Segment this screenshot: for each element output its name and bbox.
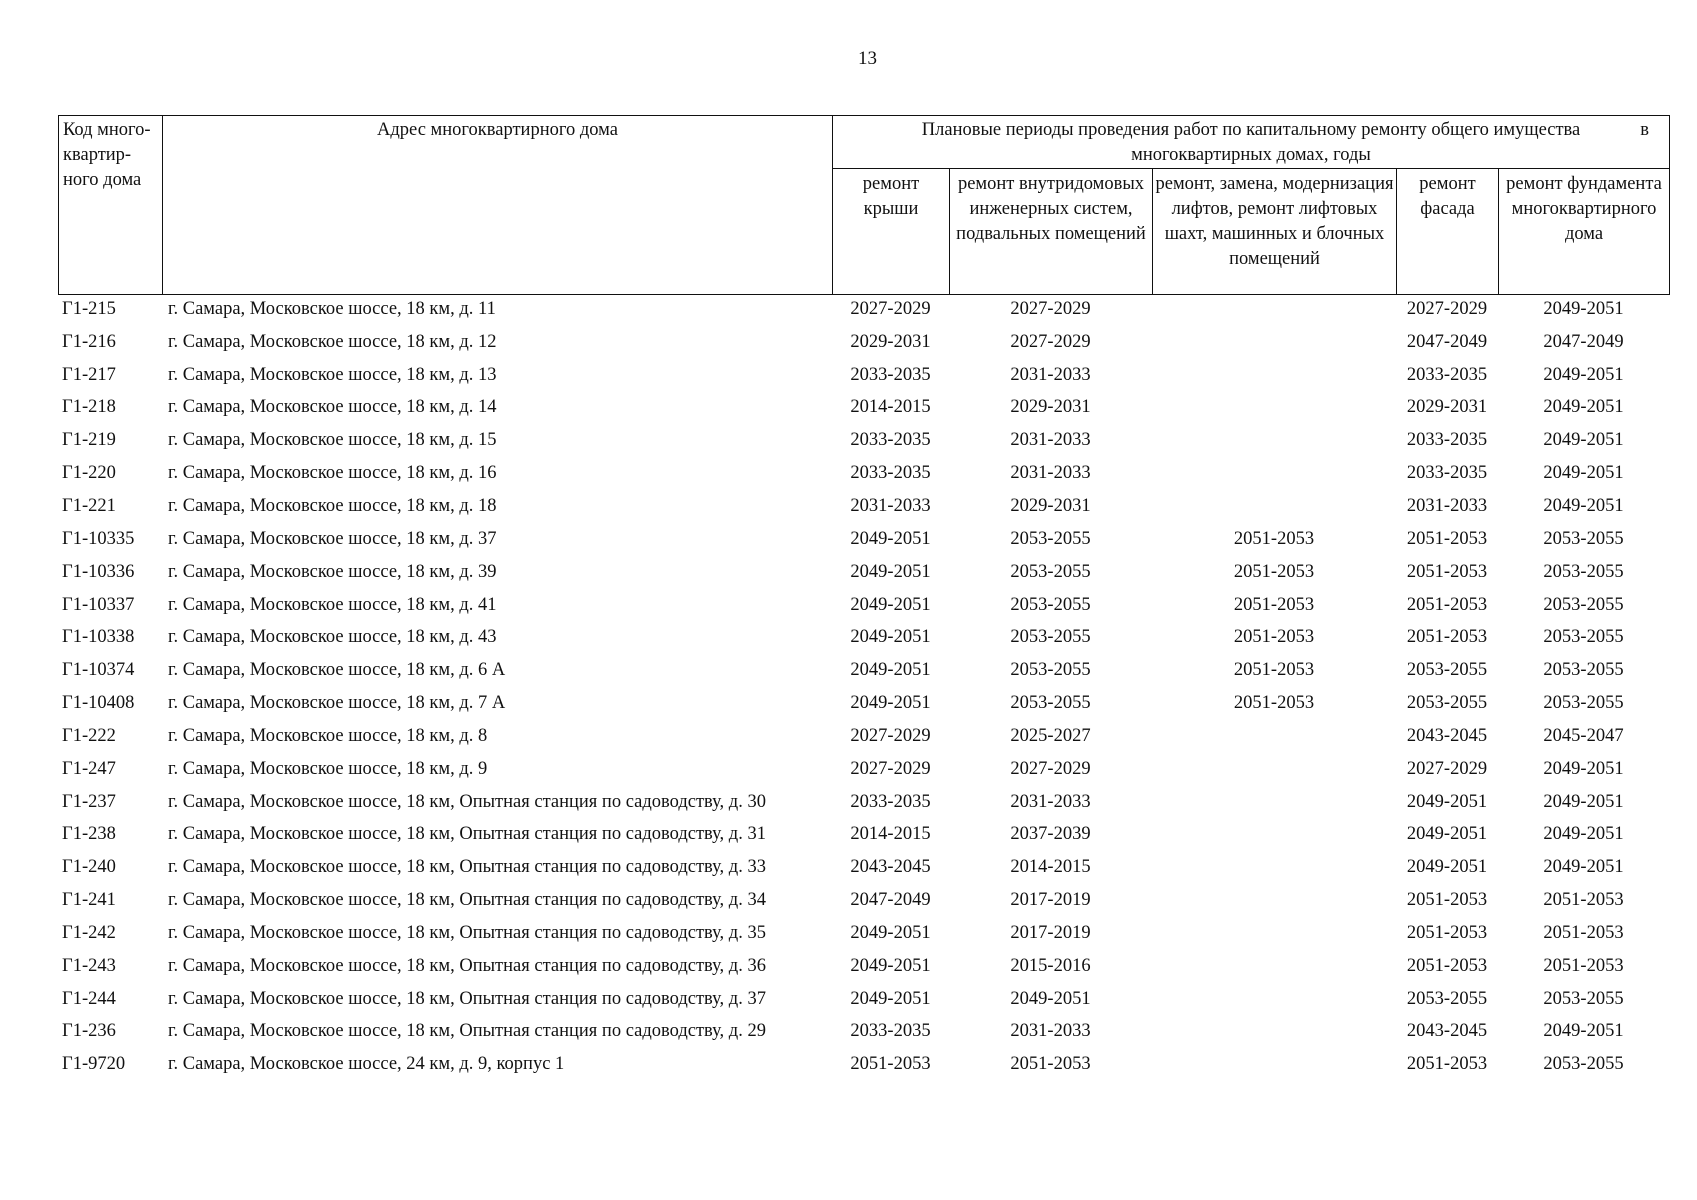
cell-foundation: 2053-2055: [1543, 561, 1624, 582]
cell-code: Г1-219: [62, 430, 116, 451]
cell-lifts: 2051-2053: [1233, 528, 1315, 549]
cell-lifts: [1152, 424, 1396, 457]
cell-facade: 2033-2035: [1406, 463, 1488, 484]
cell-address: г. Самара, Московское шоссе, 18 км, Опытная станция по садоводству, д. 29: [168, 1021, 766, 1042]
cell-code: Г1-10338: [62, 627, 135, 648]
cell-engineering: 2049-2051: [1010, 988, 1091, 1009]
cell-roof: 2033-2035: [850, 1021, 931, 1042]
cell-address: г. Самара, Московское шоссе, 18 км, Опытная станция по садоводству, д. 36: [168, 955, 766, 976]
cell-foundation: 2053-2055: [1543, 693, 1624, 714]
header-engineering: ремонт внутридомовых инженерных систем, подвальных помещений: [950, 169, 1153, 295]
cell-foundation: 2051-2053: [1543, 955, 1624, 976]
cell-code: Г1-222: [62, 725, 116, 746]
cell-facade: 2051-2053: [1406, 594, 1488, 615]
cell-foundation: 2047-2049: [1543, 331, 1624, 352]
cell-code: Г1-221: [62, 495, 116, 516]
cell-engineering: 2051-2053: [1010, 1054, 1091, 1075]
table-row: [58, 884, 1669, 917]
cell-address: г. Самара, Московское шоссе, 18 км, д. 11: [168, 298, 496, 319]
cell-engineering: 2029-2031: [1010, 397, 1091, 418]
cell-roof: 2051-2053: [850, 1054, 931, 1075]
cell-facade: 2051-2053: [1406, 922, 1488, 943]
cell-code: Г1-240: [62, 857, 116, 878]
cell-roof: 2031-2033: [850, 495, 931, 516]
cell-facade: 2051-2053: [1406, 890, 1488, 911]
cell-roof: 2033-2035: [850, 791, 931, 812]
cell-foundation: 2053-2055: [1543, 988, 1624, 1009]
cell-code: Г1-237: [62, 791, 116, 812]
cell-address: г. Самара, Московское шоссе, 18 км, д. 9: [168, 758, 488, 779]
cell-code: Г1-10408: [62, 693, 135, 714]
cell-foundation: 2049-2051: [1543, 857, 1624, 878]
cell-lifts: 2051-2053: [1233, 594, 1315, 615]
cell-address: г. Самара, Московское шоссе, 24 км, д. 9, корпус 1: [168, 1054, 565, 1075]
table-row: [58, 556, 1669, 589]
cell-facade: 2033-2035: [1406, 430, 1488, 451]
cell-roof: 2029-2031: [850, 331, 931, 352]
cell-address: г. Самара, Московское шоссе, 18 км, Опытная станция по садоводству, д. 31: [168, 824, 766, 845]
cell-code: Г1-215: [62, 298, 116, 319]
cell-engineering: 2025-2027: [1010, 725, 1091, 746]
cell-facade: 2053-2055: [1406, 693, 1488, 714]
cell-engineering: 2031-2033: [1010, 1021, 1091, 1042]
cell-facade: 2051-2053: [1406, 955, 1488, 976]
cell-address: г. Самара, Московское шоссе, 18 км, д. 14: [168, 397, 497, 418]
cell-code: Г1-241: [62, 890, 116, 911]
cell-foundation: 2049-2051: [1543, 397, 1624, 418]
cell-address: г. Самара, Московское шоссе, 18 км, д. 12: [168, 331, 497, 352]
header-facade: ремонт фасада: [1397, 169, 1499, 295]
cell-lifts: [1152, 1016, 1396, 1049]
data-table: [58, 293, 1669, 1081]
cell-facade: 2043-2045: [1406, 725, 1488, 746]
cell-facade: 2049-2051: [1406, 791, 1488, 812]
cell-lifts: [1152, 786, 1396, 819]
cell-address: г. Самара, Московское шоссе, 18 км, д. 39: [168, 561, 497, 582]
cell-lifts: [1152, 1048, 1396, 1081]
cell-foundation: 2045-2047: [1543, 725, 1624, 746]
cell-lifts: 2051-2053: [1233, 627, 1315, 648]
cell-lifts: [1152, 884, 1396, 917]
cell-lifts: [1152, 457, 1396, 490]
cell-code: Г1-220: [62, 463, 116, 484]
table-row: [58, 819, 1669, 852]
cell-engineering: 2017-2019: [1010, 890, 1091, 911]
header-address: Адрес многоквартирного дома: [163, 116, 833, 295]
table-row: [58, 523, 1669, 556]
cell-engineering: 2031-2033: [1010, 430, 1091, 451]
cell-code: Г1-10374: [62, 660, 135, 681]
cell-roof: 2033-2035: [850, 463, 931, 484]
cell-lifts: [1152, 950, 1396, 983]
cell-roof: 2014-2015: [850, 397, 931, 418]
cell-engineering: 2053-2055: [1010, 594, 1091, 615]
table-row: [58, 1048, 1669, 1081]
cell-engineering: 2053-2055: [1010, 561, 1091, 582]
cell-lifts: [1152, 819, 1396, 852]
cell-code: Г1-218: [62, 397, 116, 418]
cell-lifts: 2051-2053: [1233, 660, 1315, 681]
table-body: [58, 293, 1669, 1081]
cell-lifts: [1152, 917, 1396, 950]
cell-address: г. Самара, Московское шоссе, 18 км, д. 43: [168, 627, 497, 648]
cell-foundation: 2053-2055: [1543, 528, 1624, 549]
table-row: [58, 392, 1669, 425]
cell-lifts: [1152, 983, 1396, 1016]
cell-lifts: [1152, 851, 1396, 884]
cell-facade: 2031-2033: [1406, 495, 1488, 516]
cell-engineering: 2031-2033: [1010, 463, 1091, 484]
cell-engineering: 2027-2029: [1010, 758, 1091, 779]
cell-lifts: 2051-2053: [1233, 561, 1315, 582]
cell-roof: 2014-2015: [850, 824, 931, 845]
cell-facade: 2051-2053: [1406, 627, 1488, 648]
cell-foundation: 2049-2051: [1543, 758, 1624, 779]
header-foundation: ремонт фундамента многоквартирного дома: [1499, 169, 1670, 295]
cell-address: г. Самара, Московское шоссе, 18 км, Опытная станция по садоводству, д. 34: [168, 890, 766, 911]
cell-foundation: 2051-2053: [1543, 922, 1624, 943]
table-row: [58, 720, 1669, 753]
cell-address: г. Самара, Московское шоссе, 18 км, д. 18: [168, 495, 497, 516]
cell-code: Г1-244: [62, 988, 116, 1009]
cell-engineering: 2037-2039: [1010, 824, 1091, 845]
cell-address: г. Самара, Московское шоссе, 18 км, Опытная станция по садоводству, д. 30: [168, 791, 766, 812]
cell-engineering: 2027-2029: [1010, 331, 1091, 352]
cell-code: Г1-10337: [62, 594, 135, 615]
cell-address: г. Самара, Московское шоссе, 18 км, д. 8: [168, 725, 488, 746]
cell-foundation: 2049-2051: [1543, 430, 1624, 451]
header-code: Код много-квартир-ного дома: [59, 116, 163, 295]
cell-engineering: 2053-2055: [1010, 693, 1091, 714]
header-lifts: ремонт, замена, модернизация лифтов, ремонт лифтовых шахт, машинных и блочных помещений: [1153, 169, 1397, 295]
cell-foundation: 2049-2051: [1543, 791, 1624, 812]
cell-engineering: 2029-2031: [1010, 495, 1091, 516]
cell-foundation: 2053-2055: [1543, 627, 1624, 648]
table-row: [58, 490, 1669, 523]
cell-foundation: 2049-2051: [1543, 495, 1624, 516]
cell-roof: 2027-2029: [850, 725, 931, 746]
cell-facade: 2049-2051: [1406, 824, 1488, 845]
cell-facade: 2051-2053: [1406, 528, 1488, 549]
table-row: [58, 621, 1669, 654]
header-plan-periods: [833, 116, 1670, 169]
cell-code: Г1-217: [62, 364, 116, 385]
table-row: [58, 1016, 1669, 1049]
cell-code: Г1-236: [62, 1021, 116, 1042]
cell-code: Г1-216: [62, 331, 116, 352]
cell-facade: 2053-2055: [1406, 988, 1488, 1009]
cell-roof: 2043-2045: [850, 857, 931, 878]
cell-address: г. Самара, Московское шоссе, 18 км, д. 13: [168, 364, 497, 385]
cell-code: Г1-247: [62, 758, 116, 779]
cell-engineering: 2015-2016: [1010, 955, 1091, 976]
cell-facade: 2051-2053: [1406, 1054, 1488, 1075]
cell-address: г. Самара, Московское шоссе, 18 км, д. 16: [168, 463, 497, 484]
cell-foundation: 2053-2055: [1543, 594, 1624, 615]
cell-foundation: 2049-2051: [1543, 298, 1624, 319]
table-row: [58, 589, 1669, 622]
cell-address: г. Самара, Московское шоссе, 18 км, д. 6 А: [168, 660, 506, 681]
cell-code: Г1-9720: [62, 1054, 126, 1075]
cell-engineering: 2053-2055: [1010, 627, 1091, 648]
table-row: [58, 950, 1669, 983]
cell-roof: 2033-2035: [850, 364, 931, 385]
cell-lifts: [1152, 490, 1396, 523]
table-row: [58, 424, 1669, 457]
cell-address: г. Самара, Московское шоссе, 18 км, д. 37: [168, 528, 497, 549]
cell-code: Г1-243: [62, 955, 116, 976]
cell-address: г. Самара, Московское шоссе, 18 км, д. 15: [168, 430, 497, 451]
cell-code: Г1-10335: [62, 528, 135, 549]
cell-foundation: 2049-2051: [1543, 824, 1624, 845]
cell-roof: 2049-2051: [850, 528, 931, 549]
cell-engineering: 2031-2033: [1010, 364, 1091, 385]
cell-address: г. Самара, Московское шоссе, 18 км, Опытная станция по садоводству, д. 35: [168, 922, 766, 943]
cell-address: г. Самара, Московское шоссе, 18 км, д. 7 А: [168, 693, 506, 714]
cell-lifts: [1152, 720, 1396, 753]
cell-code: Г1-10336: [62, 561, 135, 582]
table-row: [58, 359, 1669, 392]
table-row: [58, 687, 1669, 720]
cell-roof: 2049-2051: [850, 922, 931, 943]
cell-foundation: 2049-2051: [1543, 1021, 1624, 1042]
cell-facade: 2027-2029: [1406, 758, 1488, 779]
cell-facade: 2029-2031: [1406, 397, 1488, 418]
cell-facade: 2049-2051: [1406, 857, 1488, 878]
cell-lifts: [1152, 359, 1396, 392]
cell-facade: 2053-2055: [1406, 660, 1488, 681]
cell-foundation: 2053-2055: [1543, 1054, 1624, 1075]
cell-lifts: [1152, 753, 1396, 786]
table-row: [58, 917, 1669, 950]
cell-lifts: [1152, 326, 1396, 359]
cell-facade: 2051-2053: [1406, 561, 1488, 582]
cell-engineering: 2017-2019: [1010, 922, 1091, 943]
cell-code: Г1-242: [62, 922, 116, 943]
header-roof: ремонт крыши: [833, 169, 950, 295]
cell-facade: 2047-2049: [1406, 331, 1488, 352]
cell-address: г. Самара, Московское шоссе, 18 км, Опытная станция по садоводству, д. 37: [168, 988, 766, 1009]
cell-foundation: 2053-2055: [1543, 660, 1624, 681]
cell-facade: 2033-2035: [1406, 364, 1488, 385]
cell-code: Г1-238: [62, 824, 116, 845]
cell-engineering: 2027-2029: [1010, 298, 1091, 319]
table-row: [58, 457, 1669, 490]
table-row: [58, 851, 1669, 884]
cell-lifts: [1152, 392, 1396, 425]
cell-roof: 2049-2051: [850, 561, 931, 582]
table-row: [58, 753, 1669, 786]
cell-roof: 2049-2051: [850, 955, 931, 976]
cell-facade: 2027-2029: [1406, 298, 1488, 319]
cell-foundation: 2049-2051: [1543, 463, 1624, 484]
cell-roof: 2049-2051: [850, 988, 931, 1009]
cell-roof: 2049-2051: [850, 627, 931, 648]
cell-address: г. Самара, Московское шоссе, 18 км, д. 41: [168, 594, 497, 615]
cell-address: г. Самара, Московское шоссе, 18 км, Опытная станция по садоводству, д. 33: [168, 857, 766, 878]
cell-engineering: 2053-2055: [1010, 528, 1091, 549]
cell-lifts: 2051-2053: [1233, 693, 1315, 714]
table-row: [58, 786, 1669, 819]
cell-lifts: [1152, 293, 1396, 326]
table-row: [58, 293, 1669, 326]
cell-roof: 2027-2029: [850, 758, 931, 779]
cell-roof: 2033-2035: [850, 430, 931, 451]
cell-roof: 2049-2051: [850, 693, 931, 714]
cell-foundation: 2051-2053: [1543, 890, 1624, 911]
table-row: [58, 983, 1669, 1016]
cell-engineering: 2053-2055: [1010, 660, 1091, 681]
cell-roof: 2047-2049: [850, 890, 931, 911]
table-row: [58, 326, 1669, 359]
cell-engineering: 2014-2015: [1010, 857, 1091, 878]
cell-roof: 2049-2051: [850, 594, 931, 615]
cell-foundation: 2049-2051: [1543, 364, 1624, 385]
cell-engineering: 2031-2033: [1010, 791, 1091, 812]
header-plan-second: многоквартирных домах, годы: [1131, 145, 1371, 165]
cell-roof: 2027-2029: [850, 298, 931, 319]
cell-roof: 2049-2051: [850, 660, 931, 681]
header-plan-main: Плановые периоды проведения работ по капитальному ремонту общего имущества: [921, 120, 1581, 140]
table-row: [58, 654, 1669, 687]
page-number: 13: [858, 48, 877, 69]
cell-facade: 2043-2045: [1406, 1021, 1488, 1042]
table-header: [58, 115, 1670, 295]
header-plan-tail: в: [1640, 120, 1650, 140]
